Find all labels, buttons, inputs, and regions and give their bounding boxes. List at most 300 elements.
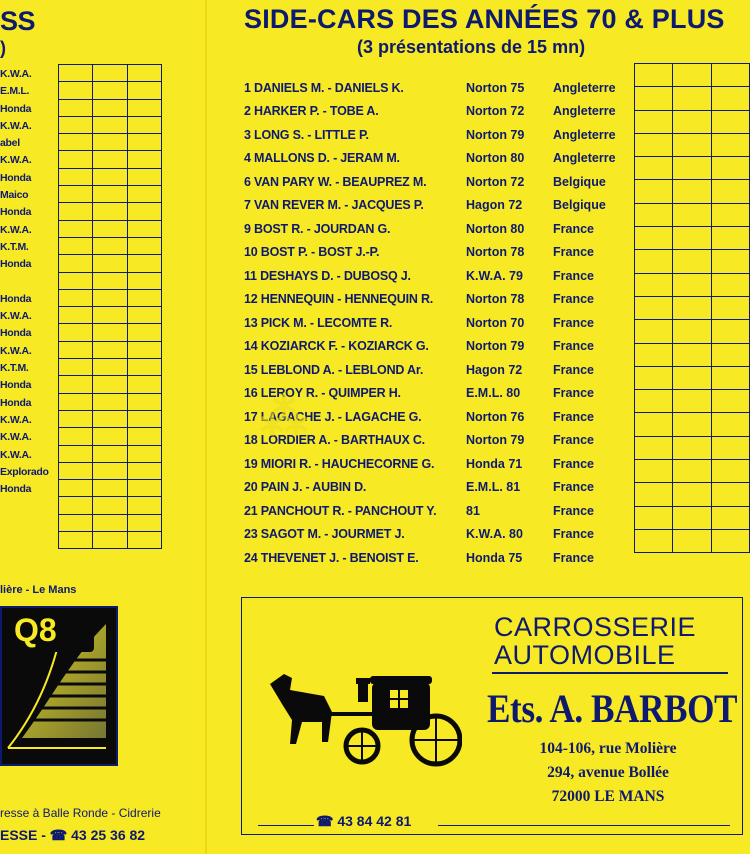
left-score-cell <box>93 515 127 532</box>
left-score-cell <box>128 394 162 411</box>
advert-address-line-3: 72000 LE MANS <box>551 788 665 805</box>
left-grid-row <box>59 255 162 272</box>
score-cell <box>673 64 711 87</box>
left-score-cell <box>93 203 127 220</box>
entry-row <box>244 217 634 241</box>
advert-company-name: Ets. A. BARBOT <box>487 686 738 731</box>
left-score-cell <box>93 446 127 463</box>
entry-name: 17 LAGACHE J. - LAGACHE G. <box>244 409 422 424</box>
horse-carriage-icon <box>262 660 462 770</box>
left-score-cell <box>59 221 93 238</box>
page-subtitle: (3 présentations de 15 mn) <box>357 37 586 57</box>
entry-bike: Norton 72 <box>466 104 525 119</box>
score-grid-row <box>635 483 750 506</box>
entry-name: 9 BOST R. - JOURDAN G. <box>244 221 391 236</box>
left-score-cell <box>59 238 93 255</box>
left-score-cell <box>128 238 162 255</box>
left-score-cell <box>128 134 162 151</box>
left-score-cell <box>128 186 162 203</box>
left-make-list <box>0 66 60 498</box>
entry-country: France <box>553 315 594 330</box>
left-make-item: K.W.A. <box>0 344 32 357</box>
entry-row <box>244 523 634 547</box>
score-cell <box>712 297 750 320</box>
score-cell <box>673 437 711 460</box>
left-make-item <box>0 274 60 291</box>
advert-phone-rule-left <box>258 825 314 826</box>
score-cell <box>712 437 750 460</box>
entry-row <box>244 76 634 100</box>
left-score-cell <box>128 515 162 532</box>
left-grid-row <box>59 203 162 220</box>
score-cell <box>712 111 750 134</box>
left-footer-text: lière - Le Mans <box>0 584 77 596</box>
entry-bike: Norton 79 <box>466 339 525 354</box>
advert-title-line-2: AUTOMOBILE <box>494 640 676 670</box>
left-score-cell <box>59 324 93 341</box>
left-score-cell <box>59 463 93 480</box>
left-grid-row <box>59 273 162 290</box>
score-cell <box>673 227 711 250</box>
entry-name: 19 MIORI R. - HAUCHECORNE G. <box>244 456 435 471</box>
left-score-cell <box>128 221 162 238</box>
left-score-cell <box>128 290 162 307</box>
left-make-item: Honda <box>0 171 32 184</box>
score-cell <box>712 250 750 273</box>
left-grid-row <box>59 169 162 186</box>
left-score-cell <box>128 376 162 393</box>
left-score-cell <box>93 376 127 393</box>
score-cell <box>712 390 750 413</box>
score-cell <box>635 204 673 227</box>
score-cell <box>635 460 673 483</box>
left-grid-row <box>59 65 162 82</box>
left-score-cell <box>59 376 93 393</box>
left-score-cell <box>59 515 93 532</box>
left-score-cell <box>128 411 162 428</box>
entry-bike: E.M.L. 81 <box>466 480 521 495</box>
score-cell <box>635 134 673 157</box>
score-cell <box>635 87 673 110</box>
entry-bike: Norton 78 <box>466 292 525 307</box>
entry-country: France <box>553 339 594 354</box>
left-grid-row <box>59 446 162 463</box>
left-grid-row <box>59 463 162 480</box>
left-score-cell <box>93 82 127 99</box>
score-cell <box>712 64 750 87</box>
score-cell <box>673 483 711 506</box>
left-score-cell <box>128 255 162 272</box>
left-make-item: Honda <box>0 327 32 340</box>
score-cell <box>712 483 750 506</box>
left-score-cell <box>59 359 93 376</box>
watermark: ⁂ <box>260 392 308 445</box>
left-grid-row <box>59 238 162 255</box>
score-grid-row <box>635 367 750 390</box>
left-make-item: K.W.A. <box>0 119 32 132</box>
entry-bike: Norton 76 <box>466 409 525 424</box>
score-grid-row <box>635 437 750 460</box>
left-score-cell <box>93 532 127 549</box>
entry-country: France <box>553 456 594 471</box>
score-cell <box>712 134 750 157</box>
entry-row <box>244 452 634 476</box>
left-make-item: Honda <box>0 206 32 219</box>
entry-bike: E.M.L. 80 <box>466 386 521 401</box>
entry-row <box>244 123 634 147</box>
entry-bike: Norton 79 <box>466 127 525 142</box>
left-make-item: Honda <box>0 483 32 496</box>
entry-row <box>244 476 634 500</box>
score-cell <box>712 507 750 530</box>
left-grid-row <box>59 82 162 99</box>
entry-name: 20 PAIN J. - AUBIN D. <box>244 480 367 495</box>
entry-row <box>244 335 634 359</box>
left-make-item: K.W.A. <box>0 431 32 444</box>
left-score-cell <box>93 497 127 514</box>
left-make-item: abel <box>0 137 20 150</box>
entry-name: 6 VAN PARY W. - BEAUPREZ M. <box>244 174 427 189</box>
left-score-cell <box>128 65 162 82</box>
score-grid-row <box>635 460 750 483</box>
left-make-item: Honda <box>0 258 32 271</box>
left-grid-row <box>59 376 162 393</box>
left-grid-row <box>59 221 162 238</box>
score-grid-row <box>635 390 750 413</box>
left-score-cell <box>128 359 162 376</box>
score-cell <box>635 344 673 367</box>
score-grid-row <box>635 87 750 110</box>
score-cell <box>673 530 711 553</box>
left-score-cell <box>128 169 162 186</box>
left-score-cell <box>59 186 93 203</box>
score-grid-row <box>635 344 750 367</box>
left-score-cell <box>59 65 93 82</box>
left-score-cell <box>93 273 127 290</box>
left-score-cell <box>128 428 162 445</box>
score-cell <box>635 507 673 530</box>
left-score-cell <box>59 428 93 445</box>
left-make-item: K.W.A. <box>0 413 32 426</box>
entry-row <box>244 100 634 124</box>
left-grid-row <box>59 186 162 203</box>
left-score-cell <box>128 307 162 324</box>
left-score-cell <box>93 463 127 480</box>
entry-bike: Hagon 72 <box>466 362 523 377</box>
left-score-cell <box>93 290 127 307</box>
left-make-item: Honda <box>0 379 32 392</box>
score-grid-row <box>635 227 750 250</box>
entry-name: 7 VAN REVER M. - JACQUES P. <box>244 198 424 213</box>
entry-bike: Norton 80 <box>466 221 525 236</box>
score-grid-row <box>635 274 750 297</box>
score-cell <box>712 344 750 367</box>
score-cell <box>712 87 750 110</box>
left-score-cell <box>59 497 93 514</box>
left-score-cell <box>59 117 93 134</box>
left-score-cell <box>59 480 93 497</box>
entry-row <box>244 358 634 382</box>
page-fold <box>205 0 207 854</box>
score-cell <box>673 297 711 320</box>
entry-row <box>244 194 634 218</box>
entry-name: 16 LEROY R. - QUIMPER H. <box>244 386 401 401</box>
score-cell <box>635 367 673 390</box>
left-score-cell <box>59 411 93 428</box>
entry-row <box>244 147 634 171</box>
left-make-item: Explorado <box>0 465 49 478</box>
entry-country: France <box>553 480 594 495</box>
score-cell <box>673 111 711 134</box>
score-cell <box>712 180 750 203</box>
score-cell <box>673 367 711 390</box>
score-cell <box>712 204 750 227</box>
left-score-cell <box>59 203 93 220</box>
left-score-cell <box>93 428 127 445</box>
entry-name: 13 PICK M. - LECOMTE R. <box>244 315 393 330</box>
left-bottom-line-2: ESSE - ☎ 43 25 36 82 <box>0 827 146 843</box>
left-score-cell <box>59 255 93 272</box>
score-grid-row <box>635 507 750 530</box>
entry-bike: 81 <box>466 503 480 518</box>
left-grid-row <box>59 497 162 514</box>
left-score-cell <box>59 100 93 117</box>
left-make-item: K.W.A. <box>0 154 32 167</box>
score-cell <box>635 530 673 553</box>
score-cell <box>673 134 711 157</box>
score-cell <box>712 320 750 343</box>
entry-name: 12 HENNEQUIN - HENNEQUIN R. <box>244 292 434 307</box>
score-cell <box>712 530 750 553</box>
entry-row <box>244 546 634 570</box>
left-score-cell <box>93 134 127 151</box>
left-score-cell <box>59 169 93 186</box>
entry-row <box>244 288 634 312</box>
left-score-cell <box>128 324 162 341</box>
score-cell <box>635 64 673 87</box>
page-title: SIDE-CARS DES ANNÉES 70 & PLUS <box>244 4 725 34</box>
left-score-cell <box>128 151 162 168</box>
left-bottom-line-1: resse à Balle Ronde - Cidrerie <box>0 806 161 820</box>
advert-address-line-2: 294, avenue Bollée <box>547 764 669 781</box>
entry-country: France <box>553 503 594 518</box>
left-grid-row <box>59 117 162 134</box>
advert-phone-rule-right <box>438 825 730 826</box>
score-cell <box>712 227 750 250</box>
left-grid-row <box>59 324 162 341</box>
score-grid-row <box>635 320 750 343</box>
left-grid-row <box>59 428 162 445</box>
entry-name: 15 LEBLOND A. - LEBLOND Ar. <box>244 362 424 377</box>
left-score-cell <box>93 238 127 255</box>
advert-rule <box>492 672 728 674</box>
entry-country: Angleterre <box>553 151 616 166</box>
entry-bike: K.W.A. 79 <box>466 268 523 283</box>
left-score-cell <box>59 307 93 324</box>
entry-name: 23 SAGOT M. - JOURMET J. <box>244 527 405 542</box>
entry-bike: Hagon 72 <box>466 198 523 213</box>
score-cell <box>673 344 711 367</box>
score-grid-row <box>635 134 750 157</box>
entry-name: 3 LONG S. - LITTLE P. <box>244 127 369 142</box>
advert-phone: ☎ 43 84 42 81 <box>316 813 412 829</box>
entry-country: France <box>553 268 594 283</box>
score-cell <box>673 87 711 110</box>
entry-country: Belgique <box>553 174 606 189</box>
entry-row <box>244 170 634 194</box>
left-grid-row <box>59 342 162 359</box>
left-score-cell <box>93 359 127 376</box>
left-score-cell <box>59 342 93 359</box>
left-score-cell <box>128 480 162 497</box>
left-score-cell <box>59 290 93 307</box>
left-grid-row <box>59 100 162 117</box>
left-grid-row <box>59 134 162 151</box>
score-grid <box>634 63 750 553</box>
entry-bike: Norton 79 <box>466 433 525 448</box>
left-score-cell <box>93 324 127 341</box>
left-score-cell <box>93 100 127 117</box>
left-score-cell <box>128 203 162 220</box>
left-score-cell <box>93 221 127 238</box>
left-score-cell <box>128 463 162 480</box>
entry-country: France <box>553 221 594 236</box>
entry-country: France <box>553 433 594 448</box>
score-cell <box>673 413 711 436</box>
score-cell <box>712 274 750 297</box>
entry-country: Angleterre <box>553 127 616 142</box>
score-cell <box>635 227 673 250</box>
left-score-cell <box>59 446 93 463</box>
score-cell <box>673 390 711 413</box>
left-grid-row <box>59 290 162 307</box>
score-cell <box>673 250 711 273</box>
left-score-cell <box>93 65 127 82</box>
left-score-cell <box>93 480 127 497</box>
entry-row <box>244 499 634 523</box>
score-grid-row <box>635 250 750 273</box>
left-make-item: K.W.A. <box>0 223 32 236</box>
score-cell <box>635 390 673 413</box>
entry-name: 21 PANCHOUT R. - PANCHOUT Y. <box>244 503 437 518</box>
left-score-grid <box>58 64 162 549</box>
entry-bike: Honda 71 <box>466 456 523 471</box>
score-cell <box>635 157 673 180</box>
left-grid-row <box>59 151 162 168</box>
entry-country: France <box>553 386 594 401</box>
left-grid-row <box>59 359 162 376</box>
score-cell <box>635 274 673 297</box>
entry-country: France <box>553 409 594 424</box>
score-cell <box>673 507 711 530</box>
score-grid-row <box>635 111 750 134</box>
left-make-item: K.W.A. <box>0 68 32 80</box>
entry-name: 1 DANIELS M. - DANIELS K. <box>244 80 404 95</box>
left-score-cell <box>128 497 162 514</box>
left-score-cell <box>93 255 127 272</box>
entry-name: 18 LORDIER A. - BARTHAUX C. <box>244 433 425 448</box>
score-cell <box>712 157 750 180</box>
advert-title-line-1: CARROSSERIE <box>494 612 697 642</box>
entry-country: Angleterre <box>553 104 616 119</box>
score-cell <box>673 460 711 483</box>
entry-country: France <box>553 292 594 307</box>
left-grid-row <box>59 394 162 411</box>
left-score-cell <box>128 273 162 290</box>
left-score-cell <box>93 307 127 324</box>
left-score-cell <box>93 169 127 186</box>
entry-bike: Norton 80 <box>466 151 525 166</box>
left-grid-row <box>59 532 162 549</box>
entry-country: France <box>553 362 594 377</box>
left-make-item: Honda <box>0 292 32 305</box>
score-cell <box>673 204 711 227</box>
entry-name: 4 MALLONS D. - JERAM M. <box>244 151 400 166</box>
left-grid-row <box>59 411 162 428</box>
left-score-cell <box>128 100 162 117</box>
score-cell <box>635 413 673 436</box>
score-grid-row <box>635 64 750 87</box>
left-score-cell <box>59 151 93 168</box>
left-make-item: Maico <box>0 189 29 202</box>
entry-country: Angleterre <box>553 80 616 95</box>
left-grid-row <box>59 515 162 532</box>
left-make-item: Honda <box>0 396 32 409</box>
score-cell <box>635 320 673 343</box>
entry-bike: Norton 72 <box>466 174 525 189</box>
left-score-cell <box>93 117 127 134</box>
entry-bike: Honda 75 <box>466 550 523 565</box>
left-score-cell <box>93 186 127 203</box>
left-score-cell <box>93 394 127 411</box>
left-score-cell <box>59 134 93 151</box>
score-cell <box>712 460 750 483</box>
score-cell <box>673 180 711 203</box>
left-grid-row <box>59 480 162 497</box>
left-score-cell <box>93 411 127 428</box>
left-score-cell <box>128 82 162 99</box>
score-cell <box>635 437 673 460</box>
score-grid-row <box>635 413 750 436</box>
left-make-item: K.T.M. <box>0 362 29 375</box>
score-cell <box>635 180 673 203</box>
score-grid-row <box>635 530 750 553</box>
left-grid-row <box>59 307 162 324</box>
entry-country: France <box>553 245 594 260</box>
score-cell <box>635 483 673 506</box>
entry-row <box>244 311 634 335</box>
entry-bike: K.W.A. 80 <box>466 527 523 542</box>
left-make-item: K.T.M. <box>0 240 29 253</box>
entry-name: 10 BOST P. - BOST J.-P. <box>244 245 380 260</box>
entry-name: 14 KOZIARCK F. - KOZIARCK G. <box>244 339 429 354</box>
left-score-cell <box>59 273 93 290</box>
score-cell <box>712 413 750 436</box>
left-score-cell <box>93 342 127 359</box>
advert-address-line-1: 104-106, rue Molière <box>539 740 677 757</box>
entry-country: France <box>553 527 594 542</box>
left-make-item: Honda <box>0 102 32 115</box>
entry-bike: Norton 75 <box>466 80 525 95</box>
score-grid-row <box>635 204 750 227</box>
left-score-cell <box>128 117 162 134</box>
left-score-cell <box>59 394 93 411</box>
entry-row <box>244 264 634 288</box>
score-grid-row <box>635 157 750 180</box>
score-cell <box>635 297 673 320</box>
left-panel-title: SS <box>0 6 36 36</box>
entry-name: 2 HARKER P. - TOBE A. <box>244 104 379 119</box>
